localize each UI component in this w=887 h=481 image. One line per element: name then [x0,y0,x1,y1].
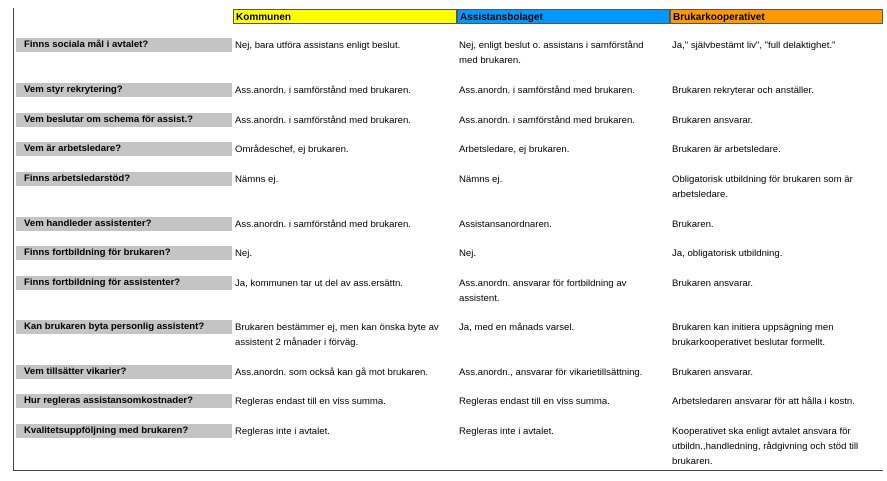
cell-kommunen: Brukaren bestämmer ej, men kan önska byte av assistent 2 månader i förväg. [235,322,439,348]
cell-assistansbolaget: Ass.anordn. ansvarar för fortbildning av assistent. [459,278,627,304]
question-label: Kvalitetsuppföljning med brukaren? [16,424,232,438]
cell-kommunen: Ja, kommunen tar ut del av ass.ersättn. [235,278,403,289]
cell-assistansbolaget: Regleras endast till en viss summa. [459,396,610,407]
cell-brukarkooperativet: Brukaren rekryterar och anställer. [672,85,814,96]
cell-kommunen: Regleras inte i avtalet. [235,426,330,437]
cell-brukarkooperativet: Brukaren. [672,219,714,230]
cell-assistansbolaget: Nämns ej. [459,174,503,185]
cell-assistansbolaget: Assistansanordnaren. [459,219,552,230]
cell-brukarkooperativet: Brukaren kan initiera uppsägning men brukarkooperativet beslutar formellt. [672,322,834,348]
question-label: Finns sociala mål i avtalet? [16,38,232,52]
cell-brukarkooperativet: Brukaren ansvarar. [672,367,754,378]
cell-brukarkooperativet: Brukaren är arbetsledare. [672,144,781,155]
question-label: Hur regleras assistansomkostnader? [16,394,232,408]
cell-assistansbolaget: Arbetsledare, ej brukaren. [459,144,570,155]
question-label: Vem beslutar om schema för assist.? [16,113,232,127]
question-label: Vem handleder assistenter? [16,217,232,231]
cell-brukarkooperativet: Brukaren ansvarar. [672,278,754,289]
cell-kommunen: Ass.anordn. som också kan gå mot brukaren. [235,367,429,378]
cell-assistansbolaget: Ass.anordn. i samförstånd med brukaren. [459,115,635,126]
cell-kommunen: Områdeschef, ej brukaren. [235,144,349,155]
cell-assistansbolaget: Ass.anordn. i samförstånd med brukaren. [459,85,635,96]
question-label: Vem tillsätter vikarier? [16,365,232,379]
cell-kommunen: Nej. [235,248,253,259]
cell-brukarkooperativet: Obligatorisk utbildning för brukaren som är arbetsledare. [672,174,853,200]
cell-kommunen: Ass.anordn. i samförstånd med brukaren. [235,115,411,126]
question-label: Finns fortbildning för brukaren? [16,246,232,260]
cell-brukarkooperativet: Brukaren ansvarar. [672,115,754,126]
cell-assistansbolaget: Ass.anordn., ansvarar för vikarietillsättning. [459,367,643,378]
cell-brukarkooperativet: Ja, obligatorisk utbildning. [672,248,783,259]
cell-assistansbolaget: Nej, enligt beslut o. assistans i samförstånd med brukaren. [459,40,644,66]
question-label: Finns arbetsledarstöd? [16,172,232,186]
header-kommunen: Kommunen [233,9,457,24]
question-label: Vem styr rekrytering? [16,83,232,97]
cell-brukarkooperativet: Arbetsledaren ansvarar för att hålla i kostn. [672,396,855,407]
cell-kommunen: Ass.anordn. i samförstånd med brukaren. [235,85,411,96]
question-label: Vem är arbetsledare? [16,142,232,156]
cell-kommunen: Regleras endast till en viss summa. [235,396,386,407]
cell-kommunen: Ass.anordn. i samförstånd med brukaren. [235,219,411,230]
question-label: Finns fortbildning för assistenter? [16,276,232,290]
cell-assistansbolaget: Ja, med en månads varsel. [459,322,575,333]
header-assistansbolaget: Assistansbolaget [457,9,670,24]
header-brukarkooperativet: Brukarkooperativet [670,9,883,24]
cell-brukarkooperativet: Ja," självbestämt liv", "full delaktighet." [672,40,836,51]
cell-brukarkooperativet: Kooperativet ska enligt avtalet ansvara för utbildn.,handledning, rådgivning och stöd till brukaren. [672,426,859,467]
cell-kommunen: Nej, bara utföra assistans enligt beslut. [235,40,401,51]
cell-kommunen: Nämns ej. [235,174,279,185]
cell-assistansbolaget: Nej. [459,248,477,259]
comparison-table [13,8,883,471]
question-label: Kan brukaren byta personlig assistent? [16,320,232,334]
cell-assistansbolaget: Regleras inte i avtalet. [459,426,554,437]
